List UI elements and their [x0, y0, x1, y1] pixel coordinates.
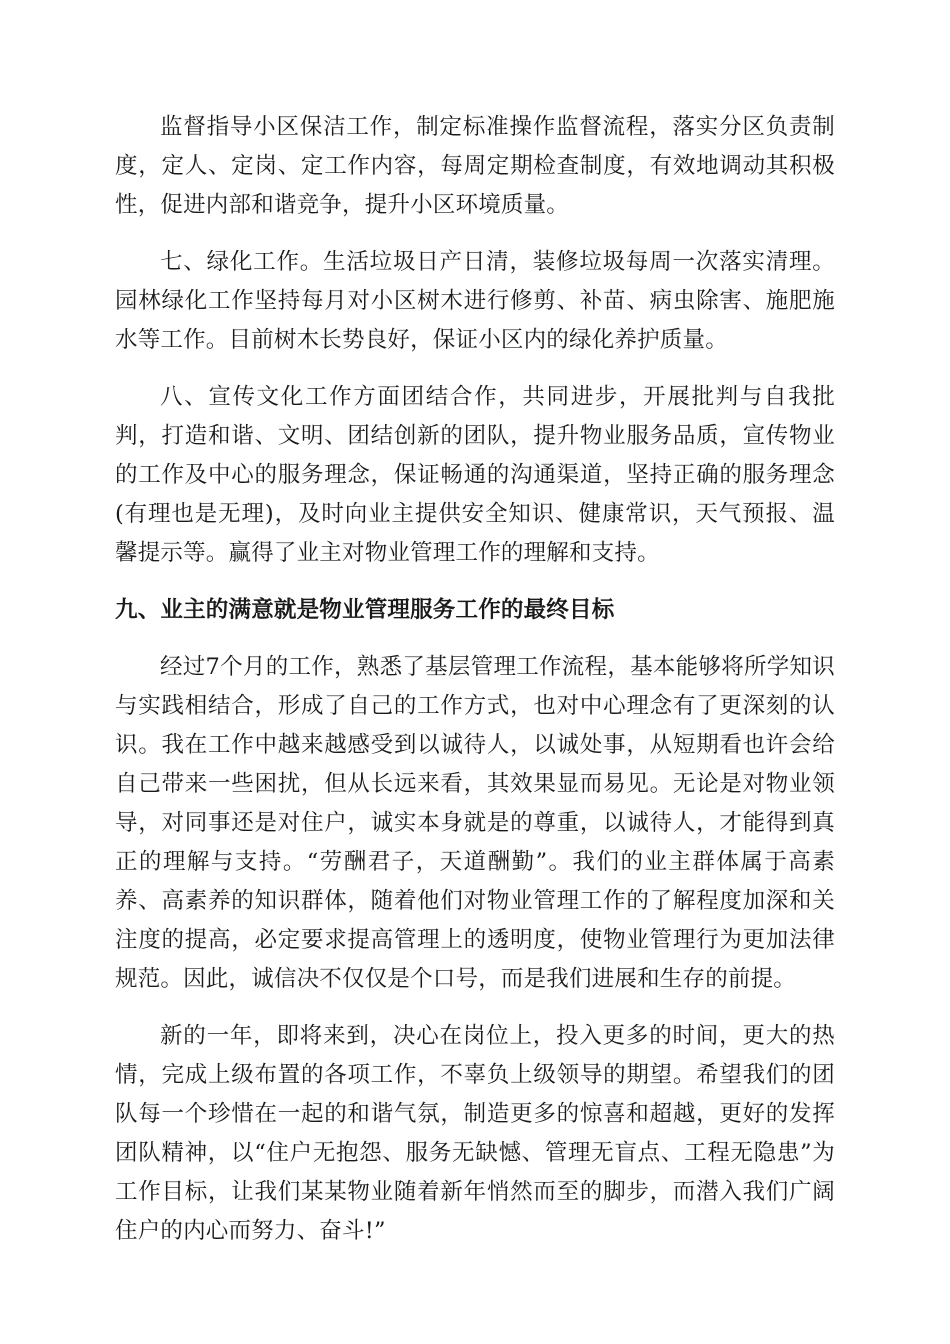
paragraph-work-experience: 经过7个月的工作，熟悉了基层管理工作流程，基本能够将所学知识与实践相结合，形成了自己的工作方式，也对中心理念有了更深刻的认识。我在工作中越来越感受到以诚待人，以诚处事，从短期看也许会给自己带来一些困扰，但从长远来看，其效果显而易见。无论是对物业领导，对同事还是对住户，诚实本身就是的尊重，以诚待人，才能得到真正的理解与支持。“劳酬君子，天道酬勤”。我们的业主群体属于高素养、高素养的知识群体，随着他们对物业管理工作的了解程度加深和关注度的提高，必定要求提高管理上的透明度，使物业管理行为更加法律规范。因此，诚信决不仅仅是个口号，而是我们进展和生存的前提。: [115, 654, 835, 992]
paragraph-cleaning-supervision: 监督指导小区保洁工作，制定标准操作监督流程，落实分区负责制度，定人、定岗、定工作内容，每周定期检查制度，有效地调动其积极性，促进内部和谐竞争，提升小区环境质量。: [115, 114, 835, 218]
paragraph-greening-work: 七、绿化工作。生活垃圾日产日清，装修垃圾每周一次落实清理。园林绿化工作坚持每月对小区树木进行修剪、补苗、病虫除害、施肥施水等工作。目前树木长势良好，保证小区内的绿化养护质量。: [115, 249, 835, 353]
paragraph-publicity-culture: 八、宣传文化工作方面团结合作，共同进步，开展批判与自我批判，打造和谐、文明、团结创新的团队，提升物业服务品质，宣传物业的工作及中心的服务理念，保证畅通的沟通渠道，坚持正确的服务理念(有理也是无理)，及时向业主提供安全知识、健康常识，天气预报、温馨提示等。赢得了业主对物业管理工作的理解和支持。: [115, 384, 835, 566]
document-body: [115, 108, 835, 1269]
section-heading: 九、业主的满意就是物业管理服务工作的最终目标: [115, 597, 615, 623]
paragraph-new-year-resolution: 新的一年，即将来到，决心在岗位上，投入更多的时间，更大的热情，完成上级布置的各项工作，不辜负上级领导的期望。希望我们的团队每一个珍惜在一起的和谐气氛，制造更多的惊喜和超越，更好的发挥团队精神，以“住户无抱怨、服务无缺憾、管理无盲点、工程无隐患”为工作目标，让我们某某物业随着新年悄然而至的脚步，而潜入我们广阔住户的内心而努力、奋斗!”: [115, 1023, 835, 1244]
